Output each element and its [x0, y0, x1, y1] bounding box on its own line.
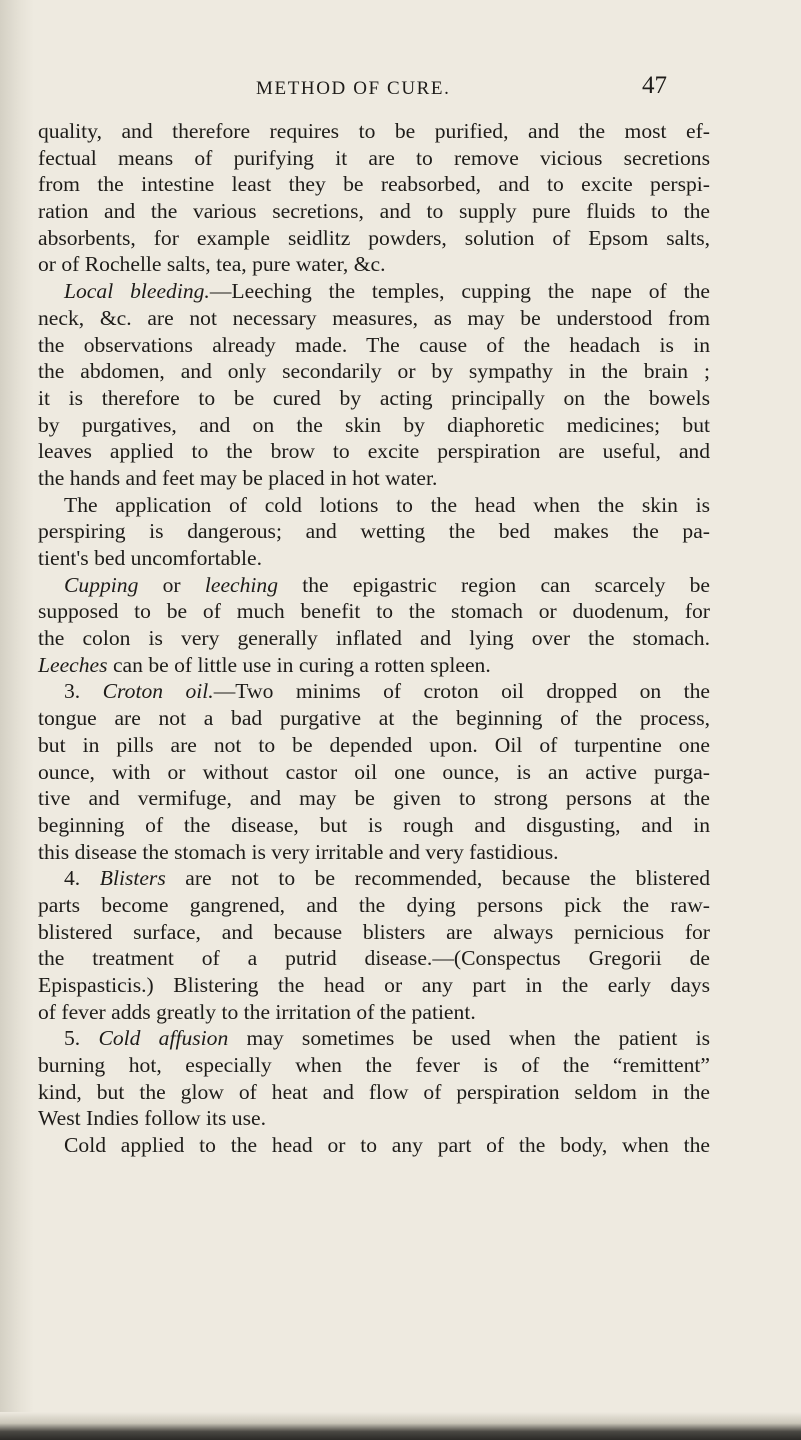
- text-line: absorbents, for example seidlitz powders, solution of Epsom salts,: [38, 225, 710, 250]
- text-line: kind, but the glow of heat and flow of perspiration seldom in the: [38, 1079, 710, 1104]
- text-line: this disease the stomach is very irritable and very fastidious.: [38, 839, 559, 864]
- text-line: by purgatives, and on the skin by diaphoretic medicines; but: [38, 412, 710, 437]
- text-line: from the intestine least they be reabsorbed, and to excite perspi-: [38, 172, 710, 197]
- section-number: 5.: [64, 1026, 99, 1051]
- text-line: 4. Blisters are not to be recommended, because the blistered: [64, 866, 710, 891]
- section-number: 3.: [64, 679, 103, 704]
- italic-heading: Local bleeding.: [64, 279, 210, 304]
- text-line: but in pills are not to be depended upon. Oil of turpentine one: [38, 732, 710, 757]
- text-line: 3. Croton oil.—Two minims of croton oil dropped on the: [64, 679, 710, 704]
- italic-heading: Blisters: [99, 866, 166, 891]
- body-text: [38, 118, 710, 1159]
- text-line: the observations already made. The cause of the headach is in: [38, 332, 710, 357]
- italic-heading: Cold affusion: [98, 1026, 229, 1051]
- text-line: it is therefore to be cured by acting principally on the bowels: [38, 385, 710, 410]
- text-line: Epispasticis.) Blistering the head or any part in the early days: [38, 973, 710, 997]
- page-gutter-shadow: [0, 0, 34, 1440]
- text-line: tient's bed uncomfortable.: [38, 546, 262, 570]
- text-line: Leeches can be of little use in curing a rotten spleen.: [38, 652, 491, 677]
- text-line: perspiring is dangerous; and wetting the bed makes the pa-: [38, 519, 710, 544]
- text-line: leaves applied to the brow to excite perspiration are useful, and: [38, 439, 710, 464]
- text-line: fectual means of purifying it are to remove vicious secretions: [38, 145, 710, 170]
- italic-heading: leeching: [204, 572, 279, 597]
- text-line: West Indies follow its use.: [38, 1106, 266, 1131]
- text-line: The application of cold lotions to the head when the skin is: [64, 492, 710, 517]
- text-line: ounce, with or without castor oil one ounce, is an active purga-: [38, 759, 710, 784]
- text-line: 5. Cold affusion may sometimes be used when the patient is: [64, 1026, 710, 1051]
- text-line: Cupping or leeching the epigastric region can scarcely be: [64, 572, 710, 597]
- text-line: Local bleeding.—Leeching the temples, cupping the nape of the: [64, 279, 710, 304]
- text-line: or of Rochelle salts, tea, pure water, &c.: [38, 252, 386, 277]
- text-line: supposed to be of much benefit to the stomach or duodenum, for: [38, 599, 710, 624]
- text-line: neck, &c. are not necessary measures, as may be understood from: [38, 305, 710, 330]
- text-line: quality, and therefore requires to be purified, and the most ef-: [38, 119, 710, 143]
- text-line: beginning of the disease, but is rough and disgusting, and in: [38, 812, 710, 837]
- text-line: the abdomen, and only secondarily or by sympathy in the brain ;: [38, 359, 710, 384]
- running-header: [0, 72, 801, 106]
- page-number: 47: [642, 72, 667, 99]
- text-line: the hands and feet may be placed in hot water.: [38, 465, 438, 490]
- text-line: the treatment of a putrid disease.—(Conspectus Gregorii de: [38, 946, 710, 971]
- text-line: burning hot, especially when the fever is of the “remittent”: [38, 1053, 710, 1078]
- italic-heading: Leeches: [38, 652, 108, 677]
- page-edge-shadow: [0, 1412, 801, 1440]
- italic-heading: Croton oil.: [102, 679, 214, 704]
- text-line: parts become gangrened, and the dying persons pick the raw-: [38, 892, 710, 917]
- running-title: METHOD OF CURE.: [256, 78, 451, 99]
- italic-heading: Cupping: [64, 572, 139, 597]
- text-line: the colon is very generally inflated and lying over the stomach.: [38, 626, 710, 651]
- text-line: tive and vermifuge, and may be given to strong persons at the: [38, 786, 710, 811]
- text-line: ration and the various secretions, and to supply pure fluids to the: [38, 199, 710, 224]
- text-line: of fever adds greatly to the irritation of the patient.: [38, 999, 476, 1024]
- section-number: 4.: [64, 866, 100, 891]
- text-line: blistered surface, and because blisters are always pernicious for: [38, 919, 710, 944]
- text-line: tongue are not a bad purgative at the beginning of the process,: [38, 706, 710, 731]
- text-line: Cold applied to the head or to any part of the body, when the: [64, 1133, 710, 1158]
